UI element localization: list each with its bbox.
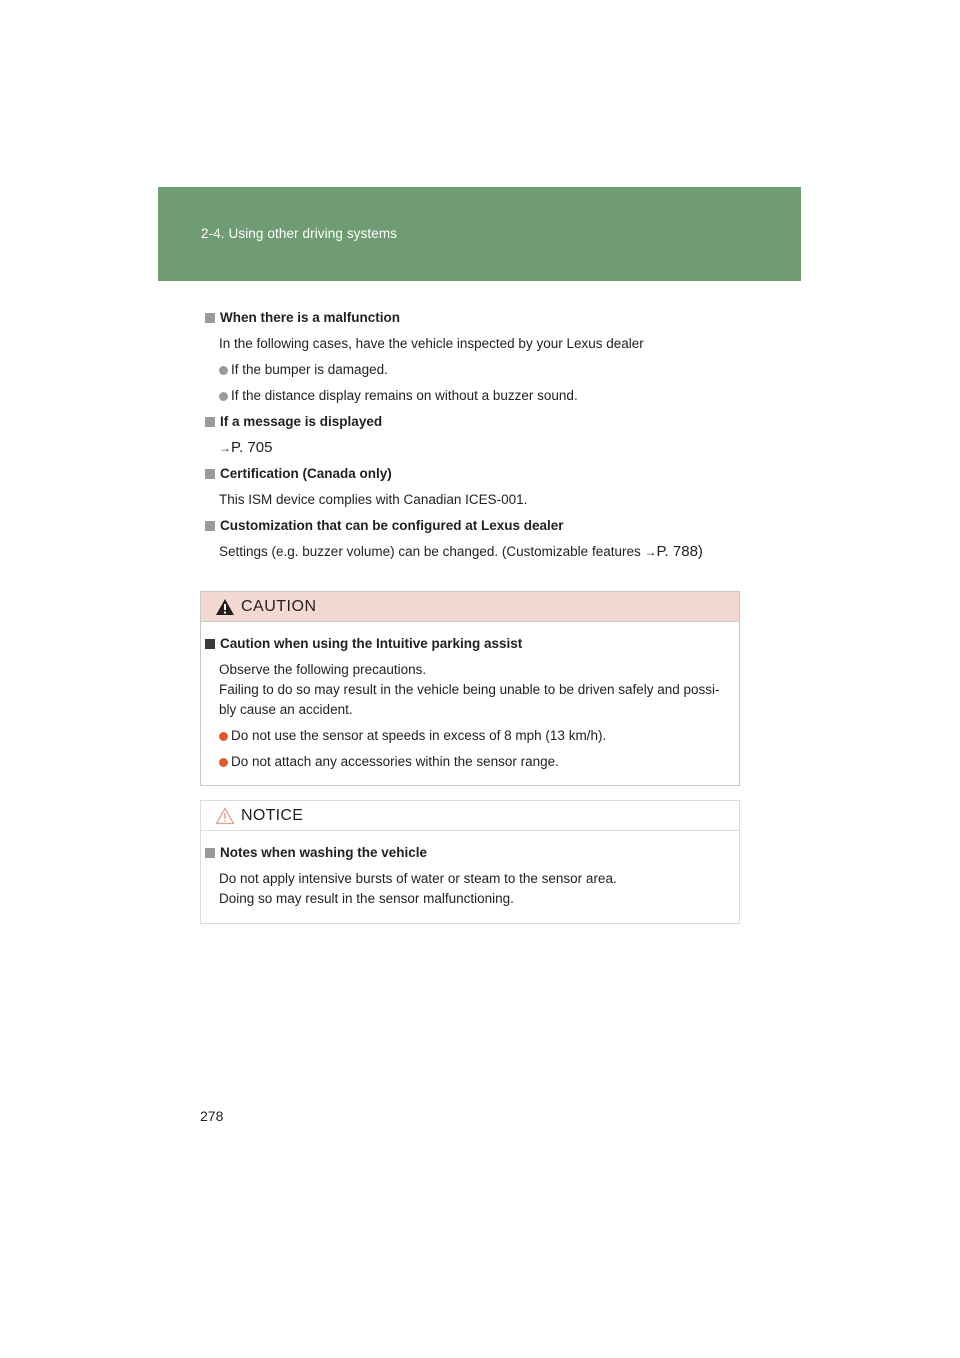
malfunction-intro: In the following cases, have the vehicle inspected by your Lexus dealer — [219, 336, 644, 351]
message-reference: →P. 705 — [219, 439, 273, 456]
notice-box — [200, 800, 740, 924]
heading-message: If a message is displayed — [205, 412, 765, 438]
heading-customization: Customization that can be configured at Lexus dealer — [205, 516, 765, 542]
section-header-bar — [158, 187, 801, 281]
caution-paragraph: Observe the following precautions. Failing to do so may result in the vehicle being unable to be driven safely and possi- bly cause an accident. — [219, 662, 720, 717]
warning-triangle-icon — [215, 598, 235, 616]
header-title: 2-4. Using other driving systems — [201, 226, 398, 241]
notice-paragraph: Do not apply intensive bursts of water or steam to the sensor area. Doing so may result in the sensor malfunctioning. — [219, 871, 617, 906]
customization-text: Settings (e.g. buzzer volume) can be changed. (Customizable features →P. 788) — [219, 543, 703, 560]
list-item: If the distance display remains on without a buzzer sound. — [205, 386, 765, 412]
bullet-dot-icon — [219, 732, 228, 741]
notice-title: NOTICE — [241, 806, 304, 824]
caution-heading: Caution when using the Intuitive parking assist — [205, 634, 739, 660]
list-item: Do not use the sensor at speeds in excess of 8 mph (13 km/h). — [205, 726, 739, 752]
heading-certification: Certification (Canada only) — [205, 464, 765, 490]
square-bullet-icon — [205, 521, 215, 531]
page-number: 278 — [200, 1108, 224, 1124]
square-bullet-icon — [205, 469, 215, 479]
main-content — [205, 308, 765, 568]
bullet-dot-icon — [219, 392, 228, 401]
square-bullet-icon — [205, 848, 215, 858]
certification-text: This ISM device complies with Canadian ICES-001. — [219, 492, 528, 507]
arrow-right-icon: → — [644, 545, 657, 559]
warning-triangle-outline-icon — [215, 807, 235, 825]
caution-header — [201, 592, 739, 622]
list-item: Do not attach any accessories within the sensor range. — [205, 752, 739, 778]
square-bullet-icon — [205, 639, 215, 649]
heading-malfunction: When there is a malfunction — [205, 308, 765, 334]
bullet-dot-icon — [219, 758, 228, 767]
arrow-right-icon: → — [219, 441, 231, 455]
bullet-dot-icon — [219, 366, 228, 375]
square-bullet-icon — [205, 417, 215, 427]
square-bullet-icon — [205, 313, 215, 323]
notice-heading: Notes when washing the vehicle — [205, 843, 739, 869]
caution-box — [200, 591, 740, 786]
caution-title: CAUTION — [241, 597, 317, 615]
list-item: If the bumper is damaged. — [205, 360, 765, 386]
notice-header — [201, 801, 739, 831]
